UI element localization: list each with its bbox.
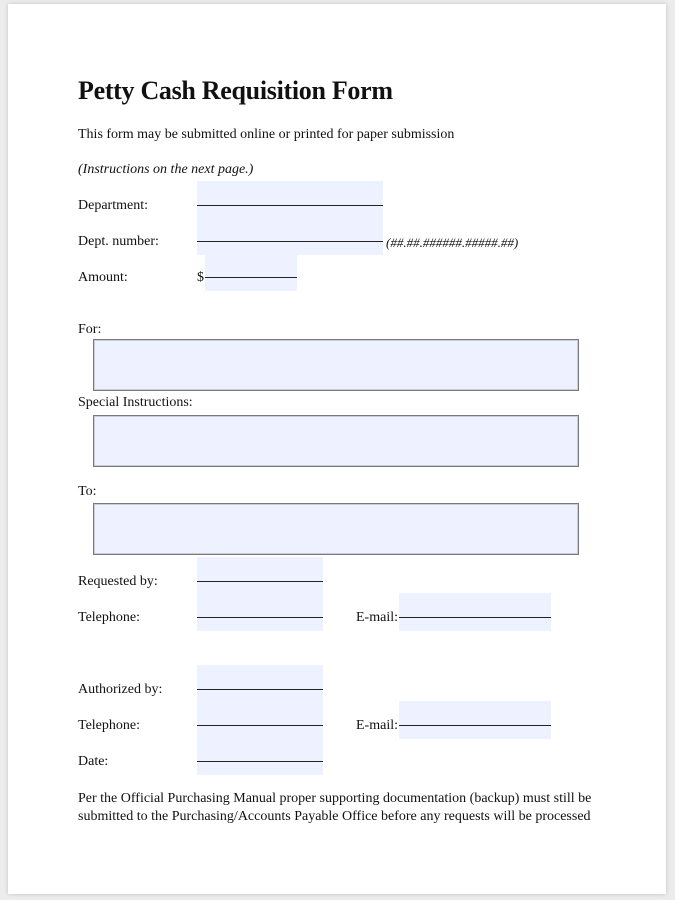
requested-telephone-input[interactable] bbox=[197, 593, 323, 631]
authorized-by-field[interactable] bbox=[197, 665, 323, 703]
authorized-email-input[interactable] bbox=[399, 701, 551, 739]
to-label: To: bbox=[78, 484, 97, 499]
requested-by-field[interactable] bbox=[197, 557, 323, 595]
requested-email-field[interactable] bbox=[399, 593, 551, 631]
requested-email-input[interactable] bbox=[399, 593, 551, 631]
requested-by-input[interactable] bbox=[197, 557, 323, 595]
to-box[interactable] bbox=[93, 503, 579, 555]
authorized-by-label: Authorized by: bbox=[78, 682, 163, 697]
footer-line-2: submitted to the Purchasing/Accounts Payable Office before any requests will be processed bbox=[78, 809, 591, 824]
to-textarea[interactable] bbox=[94, 504, 578, 554]
date-field[interactable] bbox=[197, 737, 323, 775]
dept-number-format: (##.##.######.#####.##) bbox=[386, 235, 519, 250]
for-textarea[interactable] bbox=[94, 340, 578, 390]
requested-telephone-field[interactable] bbox=[197, 593, 323, 631]
dept-number-input[interactable] bbox=[197, 217, 383, 255]
authorized-telephone-label: Telephone: bbox=[78, 718, 140, 733]
form-subtitle: This form may be submitted online or printed for paper submission bbox=[78, 127, 455, 142]
amount-field[interactable] bbox=[205, 253, 297, 291]
authorized-by-input[interactable] bbox=[197, 665, 323, 703]
date-input[interactable] bbox=[197, 737, 323, 775]
requested-by-label: Requested by: bbox=[78, 574, 158, 589]
page-title: Petty Cash Requisition Form bbox=[78, 76, 393, 105]
department-label: Department: bbox=[78, 198, 148, 213]
amount-input[interactable] bbox=[205, 253, 297, 291]
amount-label: Amount: bbox=[78, 270, 128, 285]
for-label: For: bbox=[78, 322, 102, 337]
for-box[interactable] bbox=[93, 339, 579, 391]
department-input[interactable] bbox=[197, 181, 383, 219]
requested-telephone-label: Telephone: bbox=[78, 610, 140, 625]
authorized-email-label: E-mail: bbox=[356, 718, 398, 733]
footer-note bbox=[78, 790, 591, 826]
currency-symbol: $ bbox=[197, 270, 204, 285]
dept-number-field[interactable] bbox=[197, 217, 383, 255]
department-field[interactable] bbox=[197, 181, 383, 219]
special-instructions-textarea[interactable] bbox=[94, 416, 578, 466]
authorized-telephone-field[interactable] bbox=[197, 701, 323, 739]
dept-number-label: Dept. number: bbox=[78, 234, 159, 249]
special-instructions-label: Special Instructions: bbox=[78, 395, 193, 410]
requested-email-label: E-mail: bbox=[356, 610, 398, 625]
special-instructions-box[interactable] bbox=[93, 415, 579, 467]
authorized-telephone-input[interactable] bbox=[197, 701, 323, 739]
instructions-note: (Instructions on the next page.) bbox=[78, 162, 254, 177]
footer-line-1: Per the Official Purchasing Manual proper supporting documentation (backup) must still be bbox=[78, 791, 592, 806]
authorized-email-field[interactable] bbox=[399, 701, 551, 739]
date-label: Date: bbox=[78, 754, 109, 769]
